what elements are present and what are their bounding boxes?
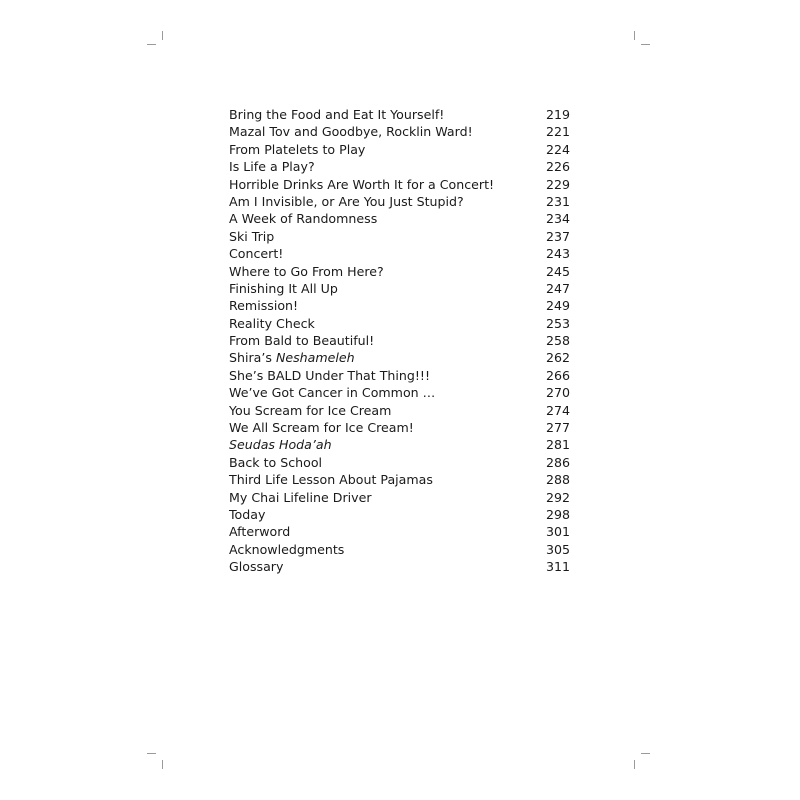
toc-entry-title: Concert! — [229, 246, 284, 262]
toc-entry-title: Am I Invisible, or Are You Just Stupid? — [229, 193, 464, 209]
toc-entry-title: A Week of Randomness — [229, 211, 378, 227]
crop-mark-top-left-h — [147, 44, 156, 45]
toc-entry — [229, 419, 570, 436]
toc-entry-title: Today — [229, 506, 266, 522]
toc-entry-title: You Scream for Ice Cream — [229, 402, 392, 418]
toc-entry-title: Third Life Lesson About Pajamas — [229, 472, 433, 488]
toc-entry-title: Glossary — [229, 559, 284, 575]
toc-entry-title: Finishing It All Up — [229, 280, 338, 296]
toc-entry-title: We All Scream for Ice Cream! — [229, 420, 414, 436]
crop-mark-bottom-left-h — [147, 753, 156, 754]
toc-entry-title: Afterword — [229, 524, 291, 540]
toc-entry — [229, 176, 570, 193]
toc-entry-page-number: 292 — [545, 489, 570, 505]
toc-entry — [229, 454, 570, 471]
toc-entry-page-number: 301 — [545, 524, 570, 540]
toc-entry-title: We’ve Got Cancer in Common … — [229, 385, 436, 401]
toc-entry — [229, 402, 570, 419]
crop-mark-top-right-h — [641, 44, 650, 45]
toc-entry — [229, 558, 570, 575]
crop-mark-bottom-left-v — [162, 760, 163, 769]
table-of-contents — [229, 106, 570, 576]
toc-entry-title: Horrible Drinks Are Worth It for a Concert! — [229, 176, 495, 192]
toc-entry-page-number: 262 — [545, 350, 570, 366]
toc-entry — [229, 523, 570, 540]
toc-entry-title: Acknowledgments — [229, 541, 345, 557]
toc-entry — [229, 158, 570, 175]
toc-entry-page-number: 224 — [545, 141, 570, 157]
toc-entry-page-number: 266 — [545, 367, 570, 383]
toc-entry-title — [229, 349, 355, 366]
toc-entry-page-number: 219 — [545, 107, 570, 122]
toc-entry — [229, 263, 570, 280]
toc-entry — [229, 297, 570, 314]
toc-entry — [229, 106, 570, 123]
toc-entry-page-number: 288 — [545, 472, 570, 488]
toc-entry-page-number: 249 — [545, 298, 570, 314]
toc-entry-title: Where to Go From Here? — [229, 263, 384, 279]
toc-entry-title: Back to School — [229, 454, 323, 470]
toc-entry-title: Ski Trip — [229, 228, 275, 244]
toc-entry-title-italic: Neshameleh — [275, 350, 355, 366]
toc-entry-page-number: 281 — [545, 437, 570, 453]
toc-entry — [229, 280, 570, 297]
toc-entry-page-number: 237 — [545, 228, 570, 244]
crop-mark-bottom-right-h — [641, 753, 650, 754]
toc-entry — [229, 436, 570, 453]
toc-entry — [229, 315, 570, 332]
toc-entry-page-number: 270 — [545, 385, 570, 401]
toc-entry-page-number: 234 — [545, 211, 570, 227]
toc-entry-title: Mazal Tov and Goodbye, Rocklin Ward! — [229, 124, 473, 140]
toc-entry — [229, 471, 570, 488]
toc-entry-page-number: 305 — [545, 541, 570, 557]
toc-entry-page-number: 274 — [545, 402, 570, 418]
toc-entry-page-number: 229 — [545, 176, 570, 192]
toc-entry-title — [229, 436, 332, 453]
toc-entry — [229, 193, 570, 210]
toc-entry-title: Bring the Food and Eat It Yourself! — [229, 107, 445, 122]
toc-entry — [229, 384, 570, 401]
toc-entry — [229, 367, 570, 384]
toc-entry — [229, 349, 570, 366]
toc-entry-title: Remission! — [229, 298, 299, 314]
toc-entry-title: Reality Check — [229, 315, 315, 331]
toc-entry-page-number: 221 — [545, 124, 570, 140]
toc-entry-page-number: 311 — [545, 559, 570, 575]
toc-entry — [229, 489, 570, 506]
toc-entry-page-number: 226 — [545, 159, 570, 175]
crop-mark-bottom-right-v — [634, 760, 635, 769]
toc-entry — [229, 123, 570, 140]
toc-entry-page-number: 253 — [545, 315, 570, 331]
toc-entry-page-number: 245 — [545, 263, 570, 279]
toc-entry-title-italic: Seudas Hoda’ah — [229, 437, 332, 453]
toc-entry-page-number: 231 — [545, 193, 570, 209]
toc-entry — [229, 210, 570, 227]
toc-entry-title: My Chai Lifeline Driver — [229, 489, 372, 505]
toc-entry-title-prefix: Shira’s — [229, 350, 276, 366]
toc-entry-page-number: 298 — [545, 506, 570, 522]
toc-entry — [229, 332, 570, 349]
toc-entry — [229, 141, 570, 158]
toc-entry — [229, 541, 570, 558]
toc-entry-title: She’s BALD Under That Thing!!! — [229, 367, 431, 383]
toc-entry-page-number: 286 — [545, 454, 570, 470]
toc-entry — [229, 506, 570, 523]
toc-entry-page-number: 243 — [545, 246, 570, 262]
crop-mark-top-right-v — [634, 31, 635, 40]
toc-entry-page-number: 277 — [545, 420, 570, 436]
toc-entry-title: From Bald to Beautiful! — [229, 333, 375, 349]
toc-entry-page-number: 258 — [545, 333, 570, 349]
toc-entry — [229, 245, 570, 262]
toc-entry-page-number: 247 — [545, 280, 570, 296]
toc-entry-title: From Platelets to Play — [229, 141, 366, 157]
toc-entry-title: Is Life a Play? — [229, 159, 315, 175]
toc-entry — [229, 228, 570, 245]
crop-mark-top-left-v — [162, 31, 163, 40]
